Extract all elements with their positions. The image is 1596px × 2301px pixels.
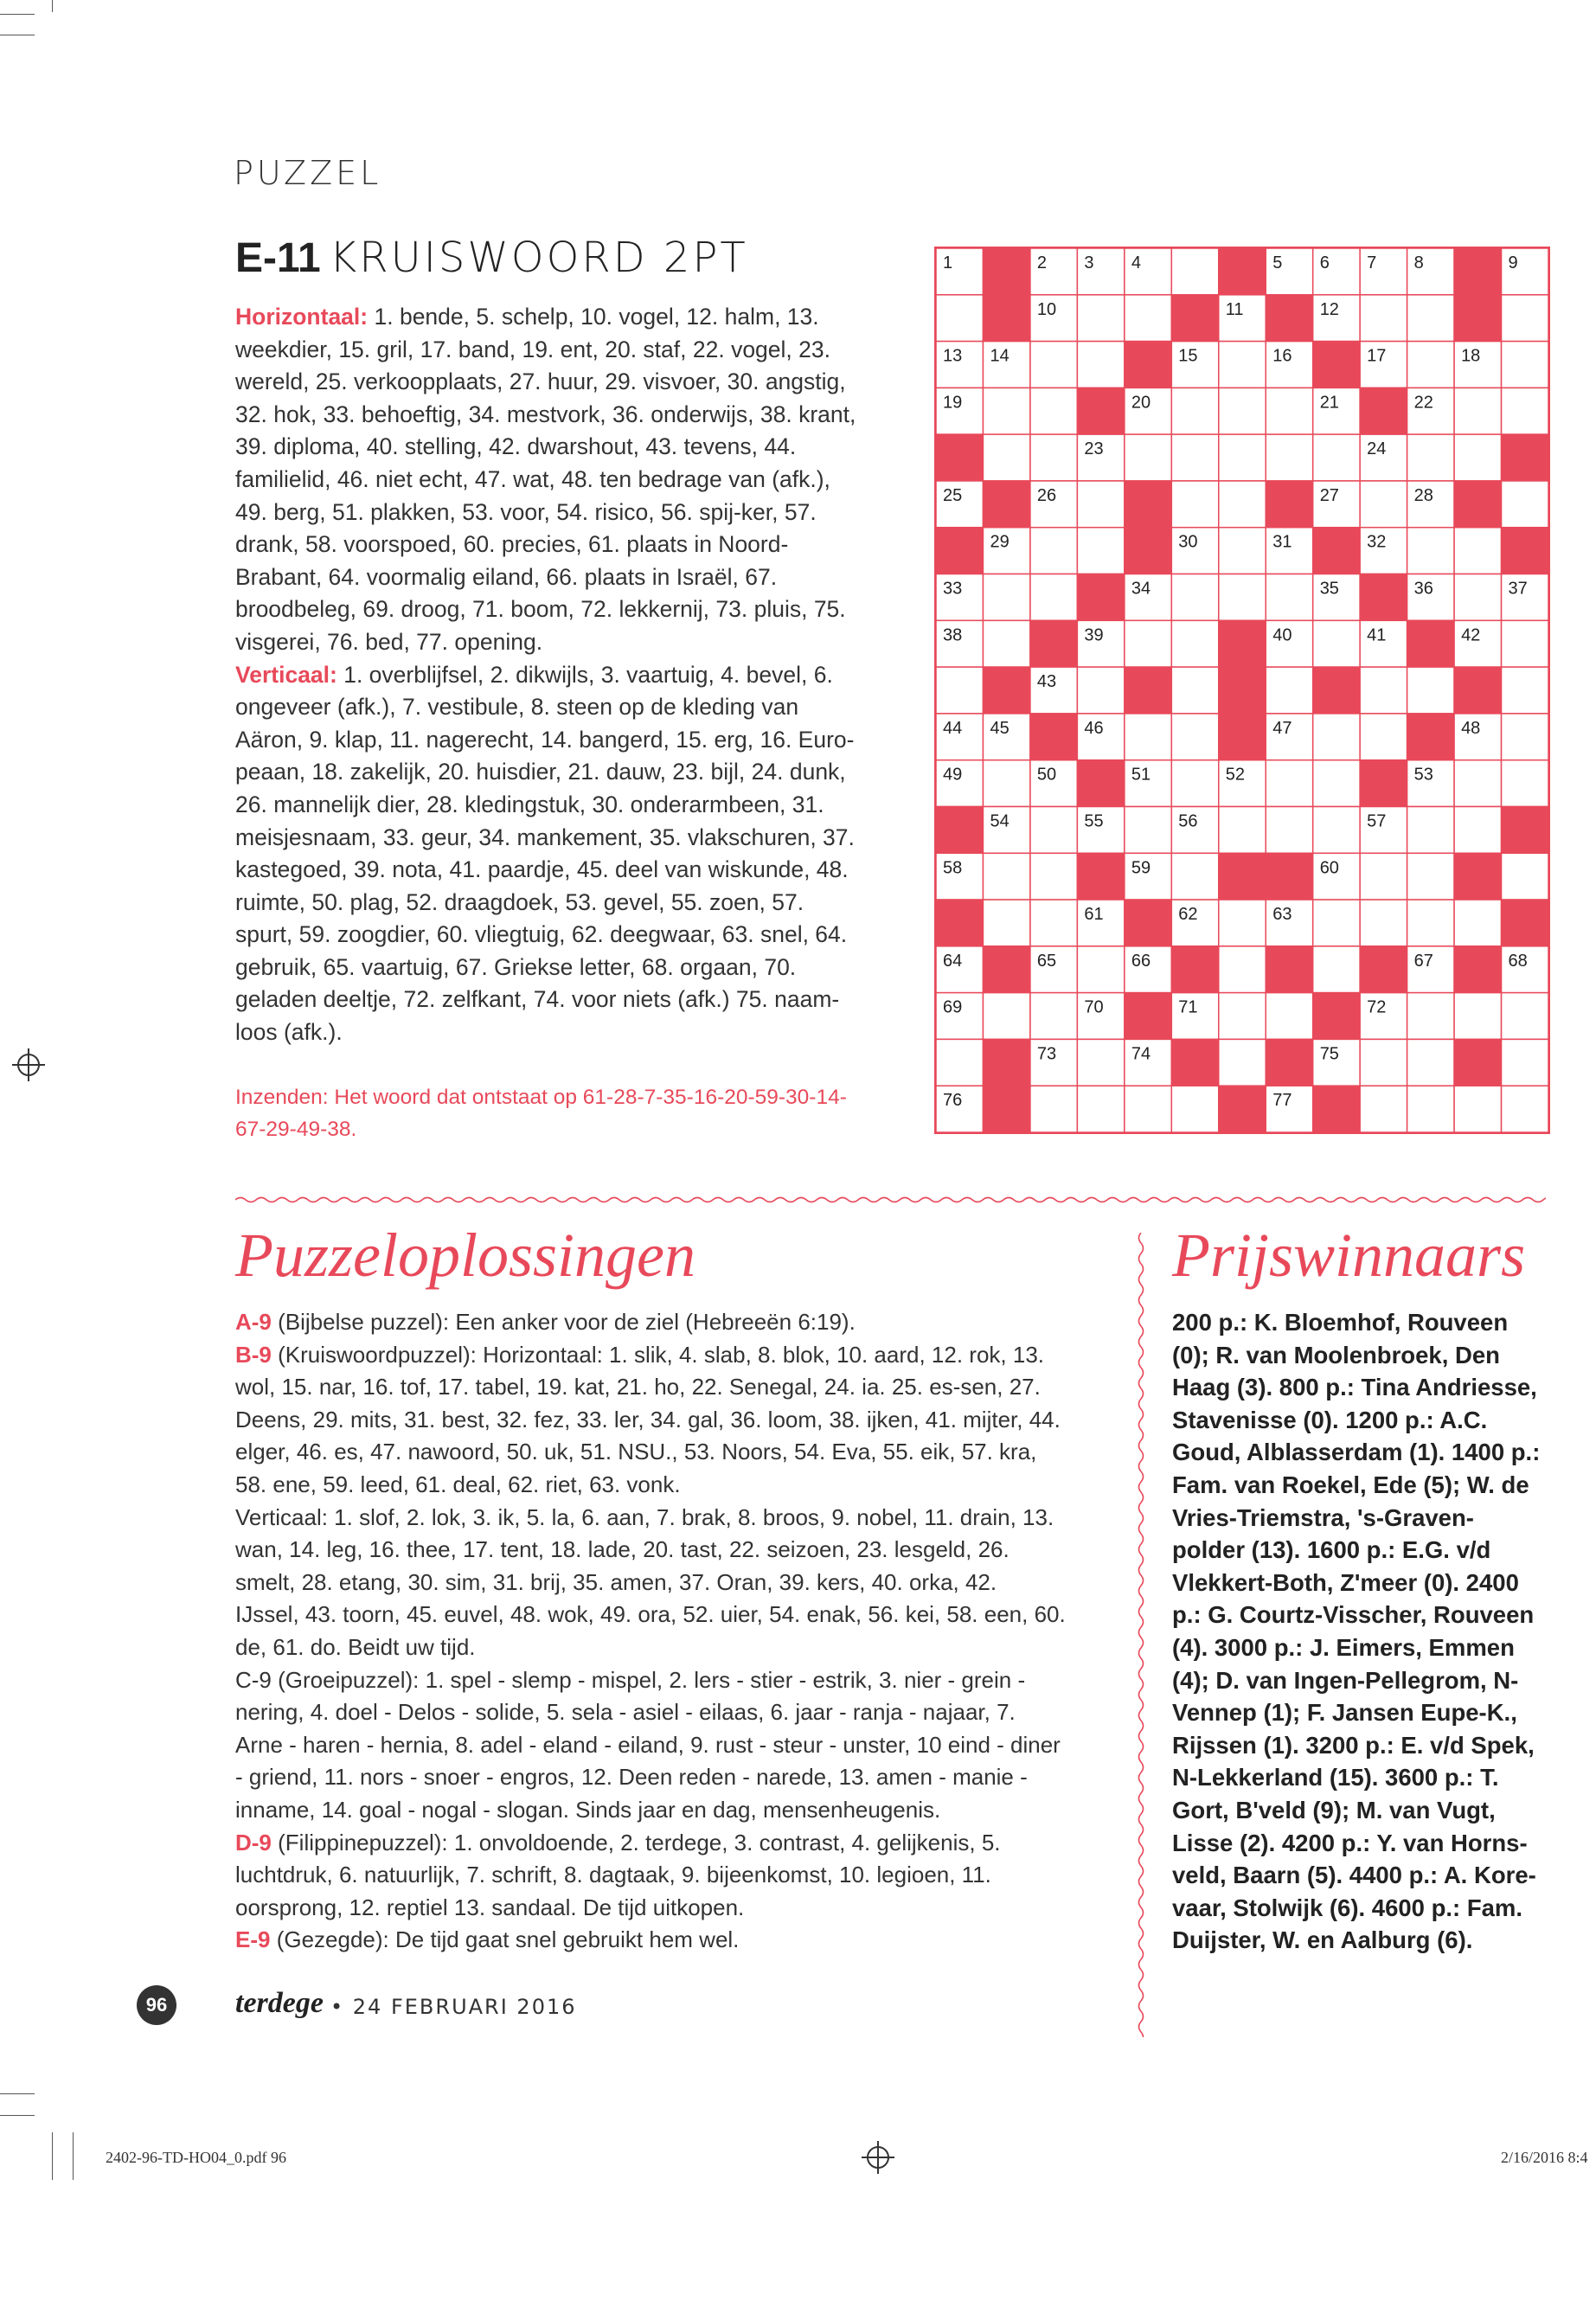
grid-block xyxy=(983,295,1029,342)
cell-number: 20 xyxy=(1131,393,1151,413)
grid-block xyxy=(1360,760,1407,807)
cell-number: 76 xyxy=(943,1091,963,1111)
grid-block xyxy=(1360,574,1407,621)
crop-mark xyxy=(52,2132,53,2180)
grid-block xyxy=(1454,248,1501,295)
crop-mark xyxy=(0,2093,35,2094)
grid-cell[interactable] xyxy=(983,900,1029,946)
grid-cell[interactable] xyxy=(1219,993,1266,1040)
cell-number: 9 xyxy=(1508,253,1518,272)
cell-number: 6 xyxy=(1319,253,1330,272)
grid-cell[interactable] xyxy=(1360,853,1407,900)
grid-cell[interactable] xyxy=(1454,806,1501,853)
cell-number: 10 xyxy=(1036,299,1057,319)
grid-cell[interactable] xyxy=(1407,900,1454,946)
grid-cell[interactable] xyxy=(1454,1086,1501,1132)
cell-number: 33 xyxy=(943,579,963,599)
cell-number: 56 xyxy=(1178,811,1198,831)
grid-cell[interactable] xyxy=(1313,620,1360,667)
cell-number: 42 xyxy=(1461,625,1481,645)
grid-cell[interactable] xyxy=(1502,295,1548,342)
cell-number: 31 xyxy=(1272,532,1292,552)
grid-cell[interactable] xyxy=(1030,853,1077,900)
cell-number: 57 xyxy=(1367,811,1387,831)
section-label: PUZZEL xyxy=(234,154,382,192)
magazine-logo: terdege xyxy=(235,1987,324,2019)
cell-number: 27 xyxy=(1319,485,1339,505)
grid-block xyxy=(1125,481,1171,528)
b9-text: (Kruiswoordpuzzel): Horizontaal: 1. slik, 4. slab, 8. blok, 10. aard, 12. rok, 13. wol, 15. nar, 16. tof, 17. tabel, 19. kat, 21. ho, 22. Senegal, 24. ia. 25. es-sen, 27. Deens, 29. mits, 31. best, 32. fez, 33. ler, 34. gal, 36. loom, 38. ijken, 41. mijter, 44. elger, 46. es, 47. nawoord, 50. uk, 51. NSU., 53. Noors, 54. Eva, 55. eik, 57. kra, 58. ene, 59. leed, 61. deal, 62. riet, 63. vonk. xyxy=(235,1341,1061,1497)
cell-number: 29 xyxy=(990,532,1010,552)
grid-cell[interactable] xyxy=(1171,1086,1218,1132)
cell-number: 13 xyxy=(943,346,963,366)
horizontal-label: Horizontaal: xyxy=(235,304,369,330)
grid-cell[interactable] xyxy=(936,1039,983,1086)
grid-block xyxy=(1313,667,1360,714)
grid-cell[interactable] xyxy=(1360,900,1407,946)
grid-block xyxy=(1313,1086,1360,1132)
cell-number: 35 xyxy=(1319,579,1339,599)
grid-cell[interactable] xyxy=(1219,1039,1266,1086)
grid-block xyxy=(983,667,1029,714)
issue-date: • 24 FEBRUARI 2016 xyxy=(330,1995,577,2019)
grid-cell[interactable] xyxy=(1502,667,1548,714)
grid-cell[interactable] xyxy=(1313,900,1360,946)
cell-number: 12 xyxy=(1319,299,1339,319)
grid-cell[interactable] xyxy=(1407,806,1454,853)
grid-block xyxy=(1077,853,1124,900)
grid-block xyxy=(1077,574,1124,621)
cell-number: 71 xyxy=(1178,997,1198,1017)
grid-cell[interactable] xyxy=(1407,1086,1454,1132)
grid-cell[interactable] xyxy=(1454,760,1501,807)
grid-cell[interactable] xyxy=(1407,434,1454,481)
grid-cell[interactable] xyxy=(1171,760,1218,807)
puzzle-title xyxy=(235,234,748,282)
grid-block xyxy=(1077,388,1124,434)
submit-instructions: Inzenden: Het woord dat ontstaat op 61-28-7-35-16-20-59-30-14-67-29-49-38. xyxy=(235,1086,847,1141)
grid-cell[interactable] xyxy=(1219,806,1266,853)
solutions-text xyxy=(235,1306,1066,1957)
cell-number: 66 xyxy=(1131,951,1151,971)
grid-cell[interactable] xyxy=(1077,528,1124,574)
grid-cell[interactable] xyxy=(1125,295,1171,342)
grid-cell[interactable] xyxy=(1266,806,1312,853)
grid-cell[interactable] xyxy=(1502,714,1548,760)
e9-text: (Gezegde): De tijd gaat snel gebruikt hem wel. xyxy=(270,1926,740,1953)
grid-cell[interactable] xyxy=(1171,248,1218,295)
cell-number: 58 xyxy=(943,858,963,878)
grid-cell[interactable] xyxy=(1313,946,1360,993)
grid-cell[interactable] xyxy=(1407,667,1454,714)
grid-block xyxy=(1266,1039,1312,1086)
cell-number: 19 xyxy=(943,393,963,413)
grid-block xyxy=(1171,946,1218,993)
grid-cell[interactable] xyxy=(983,993,1029,1040)
grid-cell[interactable] xyxy=(1454,388,1501,434)
cell-number: 47 xyxy=(1272,718,1292,738)
print-slug-file: 2402-96-TD-HO04_0.pdf 96 xyxy=(106,2149,286,2166)
vertical-label: Verticaal: xyxy=(235,661,337,688)
grid-cell[interactable] xyxy=(1219,342,1266,388)
grid-cell[interactable] xyxy=(1266,388,1312,434)
grid-block xyxy=(1219,1086,1266,1132)
horizontal-clues: 1. bende, 5. schelp, 10. vogel, 12. halm, 13. weekdier, 15. gril, 17. band, 19. ent, 20. staf, 22. vogel, 23. wereld, 25. verkoopplaats, 27. huur, 29. visvoer, 30. angstig, 32. hok, 33. behoeftig, 34. mestvork, 36. onderwijs, 38. krant, 39. diploma, 40. stelling, 42. dwarshout, 43. tevens, 44. familielid, 46. niet echt, 47. wat, 48. ten bedrage van (afk.), 49. berg, 51. plakken, 53. voor, 54. risico, 56. spij-ker, 57. drank, 58. voorspoed, 60. precies, 61. plaats in Noord-Brabant, 64. voormalig eiland, 66. plaats in Israël, 67. broodbeleg, 69. droog, 71. boom, 72. lekkernij, 73. pluis, 75. visgerei, 76. bed, 77. opening. xyxy=(235,304,856,655)
cell-number: 1 xyxy=(943,253,953,272)
grid-block xyxy=(936,900,983,946)
grid-cell[interactable] xyxy=(1077,295,1124,342)
grid-block xyxy=(1077,760,1124,807)
grid-cell[interactable] xyxy=(1077,946,1124,993)
grid-cell[interactable] xyxy=(1502,993,1548,1040)
grid-cell[interactable] xyxy=(1219,900,1266,946)
page-number: 96 xyxy=(137,1985,176,2025)
puzzle-code: E-11 xyxy=(235,235,321,281)
grid-cell[interactable] xyxy=(1407,993,1454,1040)
grid-cell[interactable] xyxy=(1313,714,1360,760)
cell-number: 59 xyxy=(1131,858,1151,878)
b9-label: B-9 xyxy=(235,1341,272,1368)
cell-number: 48 xyxy=(1461,718,1481,738)
grid-block xyxy=(1454,946,1501,993)
grid-cell[interactable] xyxy=(1502,1086,1548,1132)
b9-vertical: Verticaal: 1. slof, 2. lok, 3. ik, 5. la, 6. aan, 7. brak, 8. broos, 9. nobel, 11. drain, 13. wan, 14. leg, 16. thee, 17. tent, 18. lade, 20. tast, 22. seizoen, 23. lesgeld, 26. smelt, 28. etang, 30. sim, 31. brij, 35. amen, 37. Oran, 39. kers, 40. orka, 42. IJssel, 43. toorn, 45. euvel, 48. wok, 49. ora, 52. uier, 54. enak, 56. kei, 58. een, 60. de, 61. do. Beidt uw tijd. xyxy=(235,1503,1066,1660)
cell-number: 68 xyxy=(1508,951,1528,971)
grid-cell[interactable] xyxy=(1030,528,1077,574)
cell-number: 39 xyxy=(1084,625,1104,645)
d9-text: (Filippinepuzzel): 1. onvoldoende, 2. terdege, 3. contrast, 4. gelijkenis, 5. luchtdruk, 6. natuurlijk, 7. schrift, 8. dagtaak, 9. bijeenkomst, 10. legioen, 11. oorsprong, 12. reptiel 13. sandaal. De tijd uitkopen. xyxy=(235,1829,1001,1920)
grid-cell[interactable] xyxy=(1407,342,1454,388)
grid-cell[interactable] xyxy=(1125,1086,1171,1132)
grid-cell[interactable] xyxy=(1407,528,1454,574)
grid-cell[interactable] xyxy=(1030,1086,1077,1132)
grid-cell[interactable] xyxy=(1219,946,1266,993)
cell-number: 17 xyxy=(1367,346,1387,366)
winners-text: 200 p.: K. Bloemhof, Rouveen (0); R. van Moolenbroek, Den Haag (3). 800 p.: Tina Andriesse, Stavenisse (0). 1200 p.: A.C. Goud, Alblasserdam (1). 1400 p.: Fam. van Roekel, Ede (5); W. de Vries-Triemstra, 's-Graven-polder (13). 1600 p.: E.G. v/d Vlekkert-Both, Z'meer (0). 2400 p.: G. Courtz-Visscher, Rouveen (4). 3000 p.: J. Eimers, Emmen (4); D. van Ingen-Pellegrom, N-Vennep (1); F. Jansen Eupe-K., Rijssen (1). 3200 p.: E. v/d Spek, N-Lekkerland (15). 3600 p.: T. Gort, B'veld (9); M. van Vugt, Lisse (2). 4200 p.: Y. van Horns-veld, Baarn (5). 4400 p.: A. Kore-vaar, Stolwijk (6). 4600 p.: Fam. Duijster, W. en Aalburg (6). xyxy=(1172,1309,1541,1954)
grid-block xyxy=(1360,388,1407,434)
grid-block xyxy=(1171,1039,1218,1086)
crop-mark xyxy=(52,0,53,12)
print-slug-date: 2/16/2016 8:4 xyxy=(1501,2149,1588,2166)
cell-number: 26 xyxy=(1036,485,1057,505)
cell-number: 52 xyxy=(1225,765,1246,785)
e9-label: E-9 xyxy=(235,1926,271,1953)
grid-cell[interactable] xyxy=(1502,760,1548,807)
grid-cell[interactable] xyxy=(1125,620,1171,667)
cell-number: 74 xyxy=(1131,1044,1151,1064)
grid-cell[interactable] xyxy=(1125,714,1171,760)
grid-cell[interactable] xyxy=(1171,620,1218,667)
grid-cell[interactable] xyxy=(1502,620,1548,667)
cell-number: 46 xyxy=(1084,718,1104,738)
grid-block xyxy=(1219,620,1266,667)
grid-block xyxy=(1219,853,1266,900)
grid-cell[interactable] xyxy=(1219,481,1266,528)
grid-block xyxy=(1125,667,1171,714)
grid-cell[interactable] xyxy=(1360,295,1407,342)
grid-block xyxy=(1266,481,1312,528)
cell-number: 63 xyxy=(1272,905,1292,925)
cell-number: 18 xyxy=(1461,346,1481,366)
grid-cell[interactable] xyxy=(1266,667,1312,714)
grid-cell[interactable] xyxy=(1030,388,1077,434)
cell-number: 72 xyxy=(1367,997,1387,1017)
grid-cell[interactable] xyxy=(1266,760,1312,807)
grid-cell[interactable] xyxy=(1030,806,1077,853)
grid-cell[interactable] xyxy=(1360,714,1407,760)
grid-cell[interactable] xyxy=(1125,806,1171,853)
grid-block xyxy=(1407,714,1454,760)
grid-cell[interactable] xyxy=(1360,1039,1407,1086)
grid-block xyxy=(1454,667,1501,714)
c9-text: C-9 (Groeipuzzel): 1. spel - slemp - mispel, 2. lers - stier - estrik, 3. nier - grein - nering, 4. doel - Delos - solide, 5. sela - asiel - eilaas, 6. jaar - ranja - najaar, 7. Arne - haren - hernia, 8. adel - eland - eiland, 9. rust - steur - unster, 10 eind - diner - griend, 11. nors - snoer - engros, 12. Deen reden - narede, 13. amen - manie - inname, 14. goal - nogal - slogan. Sinds jaar en dag, mensenheugenis. xyxy=(235,1666,1061,1823)
grid-cell[interactable] xyxy=(1077,1086,1124,1132)
grid-cell[interactable] xyxy=(1171,434,1218,481)
grid-cell[interactable] xyxy=(1171,574,1218,621)
grid-cell[interactable] xyxy=(1407,853,1454,900)
crop-mark xyxy=(0,2115,35,2116)
cell-number: 38 xyxy=(943,625,963,645)
grid-block xyxy=(1030,714,1077,760)
cell-number: 75 xyxy=(1319,1044,1339,1064)
cell-number: 40 xyxy=(1272,625,1292,645)
grid-cell[interactable] xyxy=(1030,342,1077,388)
grid-block xyxy=(983,1086,1029,1132)
cell-number: 37 xyxy=(1508,579,1528,599)
cell-number: 53 xyxy=(1413,765,1433,785)
cell-number: 8 xyxy=(1413,253,1424,272)
grid-block xyxy=(1266,853,1312,900)
wavy-separator xyxy=(1135,1233,1147,2037)
vertical-clues: 1. overblijfsel, 2. dikwijls, 3. vaartuig, 4. bevel, 6. ongeveer (afk.), 7. vestibule, 8. steen op de kleding van Aäron, 9. klap, 11. nagerecht, 14. bangerd, 15. erg, 16. Euro-peaan, 18. zakelijk, 20. huisdier, 21. dauw, 23. bijl, 24. dunk, 26. mannelijk dier, 28. kledingstuk, 30. onderarmbeen, 31. meisjesnaam, 33. geur, 34. mankement, 35. vlakschuren, 37. kastegoed, 39. nota, 41. paardje, 45. deel van wiskunde, 48. ruimte, 50. plag, 52. draagdoek, 53. gevel, 55. zoen, 57. spurt, 59. zoogdier, 60. vliegtuig, 62. deegwaar, 63. snel, 64. gebruik, 65. vaartuig, 67. Griekse letter, 68. orgaan, 70. geladen deeltje, 72. zelfkant, 74. voor niets (afk.) 75. naam-loos (afk.). xyxy=(235,661,855,1046)
grid-block xyxy=(1219,714,1266,760)
cell-number: 28 xyxy=(1413,485,1433,505)
grid-cell[interactable] xyxy=(1030,900,1077,946)
cell-number: 64 xyxy=(943,951,963,971)
grid-cell[interactable] xyxy=(1266,574,1312,621)
grid-cell[interactable] xyxy=(1171,714,1218,760)
grid-cell[interactable] xyxy=(1502,388,1548,434)
grid-cell[interactable] xyxy=(1219,388,1266,434)
cell-number: 4 xyxy=(1131,253,1141,272)
wavy-divider xyxy=(235,1194,1546,1206)
grid-cell[interactable] xyxy=(1171,388,1218,434)
grid-cell[interactable] xyxy=(1360,481,1407,528)
cell-number: 23 xyxy=(1084,439,1104,459)
grid-block xyxy=(1454,481,1501,528)
grid-cell[interactable] xyxy=(1454,993,1501,1040)
cell-number: 36 xyxy=(1413,579,1433,599)
grid-cell[interactable] xyxy=(1171,667,1218,714)
grid-cell[interactable] xyxy=(1171,481,1218,528)
grid-block xyxy=(1219,667,1266,714)
cell-number: 32 xyxy=(1367,532,1387,552)
grid-cell[interactable] xyxy=(1502,342,1548,388)
grid-cell[interactable] xyxy=(983,388,1029,434)
grid-block xyxy=(1502,434,1548,481)
grid-block xyxy=(1125,993,1171,1040)
grid-cell[interactable] xyxy=(1313,806,1360,853)
cell-number: 41 xyxy=(1367,625,1387,645)
grid-cell[interactable] xyxy=(1030,574,1077,621)
grid-block xyxy=(1313,993,1360,1040)
registration-mark-icon xyxy=(17,1054,40,1076)
grid-cell[interactable] xyxy=(1360,1086,1407,1132)
grid-cell[interactable] xyxy=(936,295,983,342)
winners-title: Prijswinnaars xyxy=(1172,1221,1526,1290)
grid-cell[interactable] xyxy=(1266,434,1312,481)
a9-label: A-9 xyxy=(235,1309,272,1335)
crossword-grid-svg xyxy=(936,248,1548,1132)
grid-block xyxy=(1454,853,1501,900)
cell-number: 7 xyxy=(1367,253,1377,272)
grid-cell[interactable] xyxy=(936,667,983,714)
grid-block xyxy=(1219,248,1266,295)
cell-number: 65 xyxy=(1036,951,1057,971)
grid-cell[interactable] xyxy=(1454,574,1501,621)
cell-number: 5 xyxy=(1272,253,1283,272)
grid-cell[interactable] xyxy=(983,434,1029,481)
solutions-title: Puzzeloplossingen xyxy=(235,1221,695,1290)
cell-number: 22 xyxy=(1413,393,1433,413)
grid-cell[interactable] xyxy=(1502,853,1548,900)
grid-cell[interactable] xyxy=(1030,434,1077,481)
grid-cell[interactable] xyxy=(1219,434,1266,481)
grid-block xyxy=(1313,528,1360,574)
cell-number: 15 xyxy=(1178,346,1198,366)
grid-cell[interactable] xyxy=(1407,1039,1454,1086)
grid-cell[interactable] xyxy=(1171,853,1218,900)
grid-cell[interactable] xyxy=(1030,993,1077,1040)
grid-cell[interactable] xyxy=(1454,528,1501,574)
cell-number: 62 xyxy=(1178,905,1198,925)
grid-cell[interactable] xyxy=(1454,900,1501,946)
grid-block xyxy=(1454,295,1501,342)
grid-cell[interactable] xyxy=(1077,342,1124,388)
grid-cell[interactable] xyxy=(983,760,1029,807)
grid-block xyxy=(1502,806,1548,853)
cell-number: 30 xyxy=(1178,532,1198,552)
grid-block xyxy=(983,946,1029,993)
grid-block xyxy=(1266,295,1312,342)
grid-cell[interactable] xyxy=(1077,481,1124,528)
cell-number: 45 xyxy=(990,718,1010,738)
grid-block xyxy=(936,434,983,481)
cell-number: 2 xyxy=(1036,253,1048,272)
grid-cell[interactable] xyxy=(983,620,1029,667)
cell-number: 14 xyxy=(990,346,1010,366)
grid-block xyxy=(936,528,983,574)
cell-number: 25 xyxy=(943,485,963,505)
cell-number: 43 xyxy=(1036,672,1057,692)
cell-number: 21 xyxy=(1319,393,1339,413)
grid-block xyxy=(1125,342,1171,388)
cell-number: 60 xyxy=(1319,858,1339,878)
grid-block xyxy=(1125,528,1171,574)
grid-cell[interactable] xyxy=(1077,1039,1124,1086)
grid-cell[interactable] xyxy=(1266,993,1312,1040)
cell-number: 34 xyxy=(1131,579,1151,599)
cell-number: 77 xyxy=(1272,1091,1292,1111)
grid-cell[interactable] xyxy=(1502,1039,1548,1086)
cell-number: 61 xyxy=(1084,905,1104,925)
grid-block xyxy=(1502,528,1548,574)
grid-cell[interactable] xyxy=(1219,528,1266,574)
cell-number: 73 xyxy=(1036,1044,1057,1064)
cell-number: 50 xyxy=(1036,765,1057,785)
cell-number: 44 xyxy=(943,718,963,738)
cell-number: 70 xyxy=(1084,997,1104,1017)
grid-block xyxy=(983,248,1029,295)
grid-cell[interactable] xyxy=(1313,434,1360,481)
cell-number: 51 xyxy=(1131,765,1151,785)
grid-block xyxy=(1454,1039,1501,1086)
cell-number: 54 xyxy=(990,811,1010,831)
grid-block xyxy=(1360,946,1407,993)
grid-cell[interactable] xyxy=(983,853,1029,900)
a9-text: (Bijbelse puzzel): Een anker voor de ziel (Hebreeën 6:19). xyxy=(271,1309,856,1335)
crop-mark xyxy=(0,14,35,15)
grid-block xyxy=(1502,900,1548,946)
grid-cell[interactable] xyxy=(1407,295,1454,342)
cell-number: 69 xyxy=(943,997,963,1017)
grid-block xyxy=(983,481,1029,528)
cell-number: 55 xyxy=(1084,811,1104,831)
clues xyxy=(235,301,867,1049)
grid-block xyxy=(1313,342,1360,388)
grid-block xyxy=(983,1039,1029,1086)
grid-block xyxy=(1125,900,1171,946)
cell-number: 67 xyxy=(1413,951,1433,971)
cell-number: 16 xyxy=(1272,346,1292,366)
cell-number: 3 xyxy=(1084,253,1094,272)
grid-block xyxy=(1266,946,1312,993)
grid-block xyxy=(1407,620,1454,667)
crossword-grid xyxy=(934,247,1550,1134)
cell-number: 24 xyxy=(1367,439,1387,459)
grid-block xyxy=(936,806,983,853)
grid-cell[interactable] xyxy=(1454,434,1501,481)
grid-cell[interactable] xyxy=(983,574,1029,621)
registration-mark-icon xyxy=(867,2146,889,2169)
puzzle-name: KRUISWOORD 2PT xyxy=(329,234,748,282)
cell-number: 49 xyxy=(943,765,963,785)
grid-cell[interactable] xyxy=(1219,574,1266,621)
grid-block xyxy=(1171,295,1218,342)
grid-cell[interactable] xyxy=(1502,481,1548,528)
cell-number: 11 xyxy=(1225,299,1244,319)
grid-cell[interactable] xyxy=(1313,760,1360,807)
grid-cell[interactable] xyxy=(1125,434,1171,481)
d9-label: D-9 xyxy=(235,1829,272,1856)
grid-cell[interactable] xyxy=(1360,667,1407,714)
crop-mark xyxy=(73,2132,74,2180)
grid-cell[interactable] xyxy=(1077,667,1124,714)
grid-block xyxy=(1030,620,1077,667)
